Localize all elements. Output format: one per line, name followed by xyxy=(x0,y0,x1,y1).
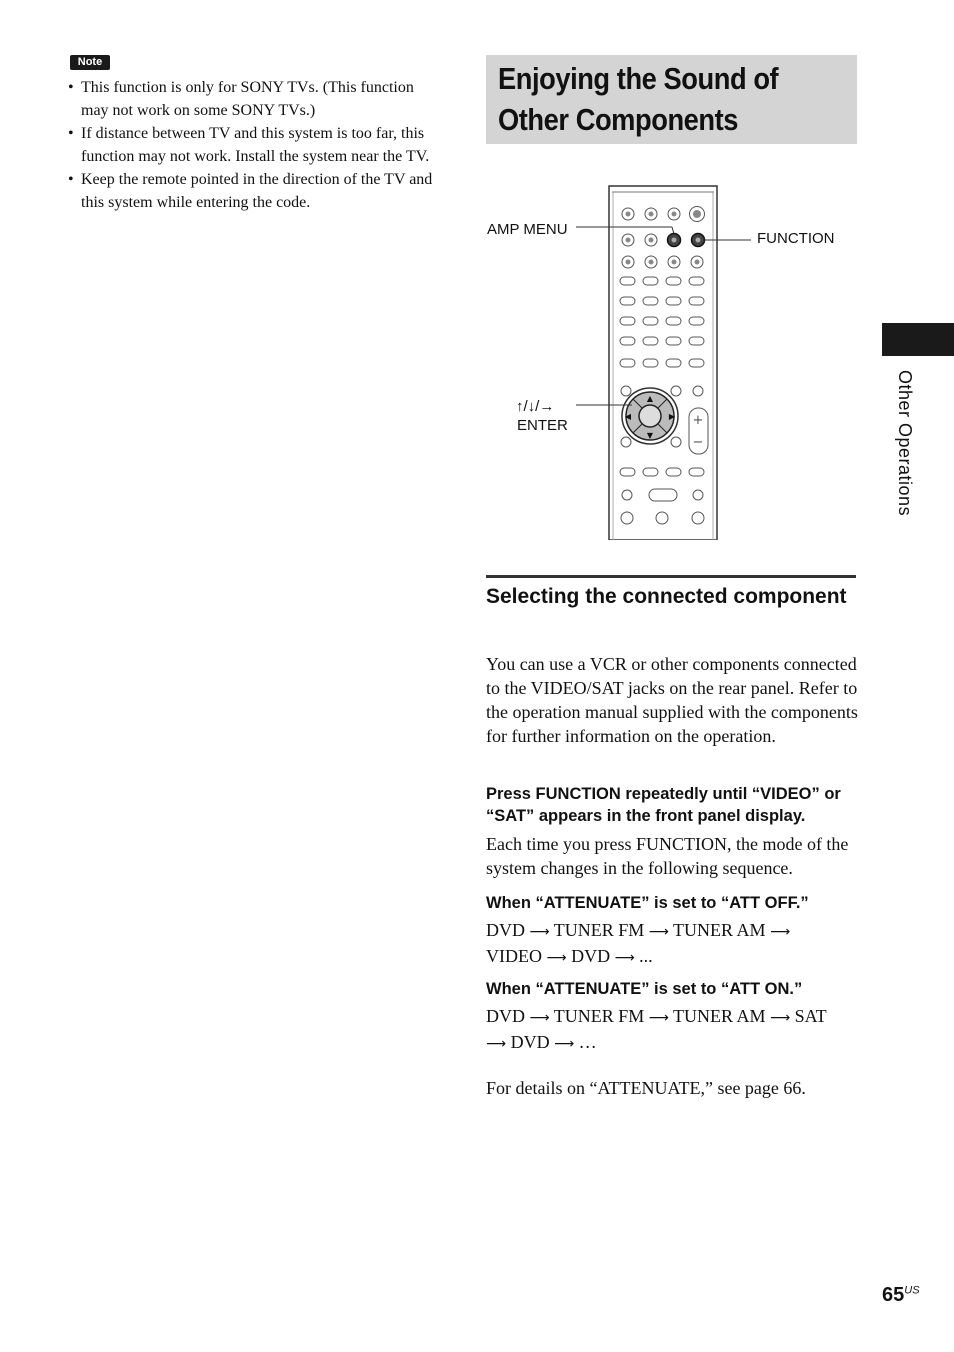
intro-paragraph: You can use a VCR or other components connected to the VIDEO/SAT jacks on the rear panel. Refer to the operation manual supplied with the components for further information on the operation. xyxy=(486,654,858,746)
svg-text:▶: ▶ xyxy=(668,412,676,421)
amp-menu-label: AMP MENU xyxy=(487,221,568,238)
svg-text:▼: ▼ xyxy=(646,431,654,440)
step-description: Each time you press FUNCTION, the mode of the system changes in the following sequence. xyxy=(486,834,849,878)
att-on-sequence: DVD ⟶ TUNER FM ⟶ TUNER AM ⟶ SAT ⟶ DVD ⟶ … xyxy=(486,1006,827,1052)
note-list xyxy=(68,77,440,215)
att-off-heading: When “ATTENUATE” is set to “ATT OFF.” xyxy=(486,894,809,912)
note-item: • Keep the remote pointed in the direction of the TV and this system while entering the code. xyxy=(68,171,433,211)
arrow-keys-label: ↑/↓/→ xyxy=(516,398,555,415)
svg-text:▲: ▲ xyxy=(646,394,654,403)
side-tab-marker xyxy=(882,323,954,356)
svg-text:◀: ◀ xyxy=(624,412,632,421)
note-badge: Note xyxy=(70,55,110,70)
att-on-heading: When “ATTENUATE” is set to “ATT ON.” xyxy=(486,980,803,998)
details-reference: For details on “ATTENUATE,” see page 66. xyxy=(486,1078,806,1098)
att-off-sequence: DVD ⟶ TUNER FM ⟶ TUNER AM ⟶ VIDEO ⟶ DVD ⟶ ... xyxy=(486,920,791,966)
section-rule xyxy=(486,575,856,578)
function-label: FUNCTION xyxy=(757,230,835,247)
page-title: Enjoying the Sound of Other Components xyxy=(498,61,779,137)
section-heading: Selecting the connected component xyxy=(486,585,847,608)
note-item: • If distance between TV and this system is too far, this function may not work. Install the system near the TV. xyxy=(68,125,430,165)
enter-label: ENTER xyxy=(517,417,568,434)
navigation-pad xyxy=(622,388,678,444)
step-instruction: Press FUNCTION repeatedly until “VIDEO” or “SAT” appears in the front panel display. xyxy=(486,785,841,825)
svg-text:−: − xyxy=(692,435,704,450)
side-tab-label: Other Operations xyxy=(895,370,915,517)
svg-text:+: + xyxy=(692,413,704,428)
page-number: $65^{US}$ xyxy=(882,1284,920,1306)
note-item: • This function is only for SONY TVs. (This function may not work on some SONY TVs.) xyxy=(68,79,414,119)
